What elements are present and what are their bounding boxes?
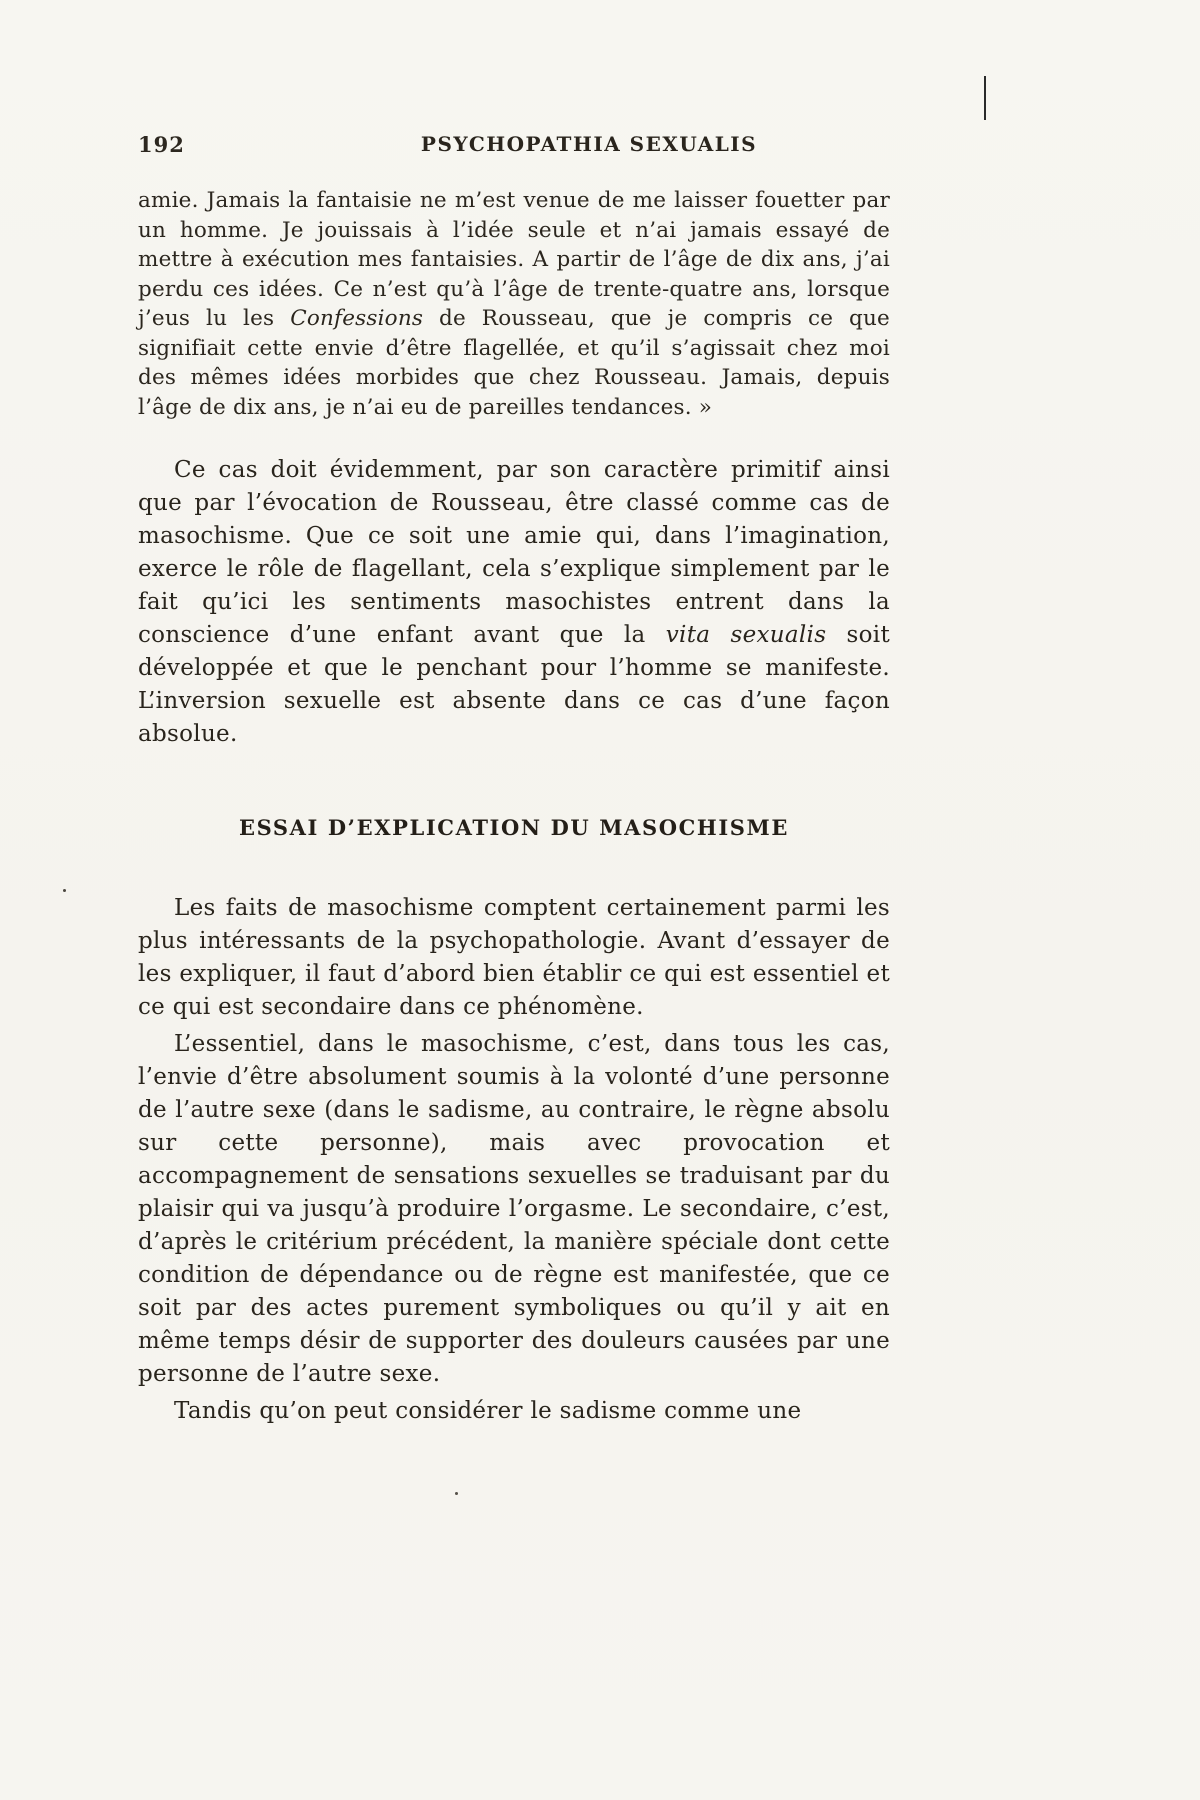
scan-artifact-dot [63, 889, 66, 892]
page-number: 192 [138, 132, 185, 157]
content-blocks [138, 186, 890, 1428]
section-heading: ESSAI D’EXPLICATION DU MASOCHISME [238, 815, 790, 840]
running-title: PSYCHOPATHIA SEXUALIS [420, 132, 758, 156]
quoted-case-text: amie. Jamais la fantaisie ne m’est venue de me laisser fouetter par un homme. Je jouissais à l’idée seule et n’ai jamais essayé de mettre à exécution mes fantaisies. A partir de l’âge de dix ans, j’ai perdu ces idées. Ce n’est qu’à l’âge de trente-quatre ans, lorsque j’eus lu les Confessions de Rousseau, que je compris ce que signifiait cette envie d’être flagellée, et qu’il s’agissait chez moi des mêmes idées morbides que chez Rousseau. Jamais, depuis l’âge de dix ans, je n’ai eu de pareilles tendances. » [138, 188, 890, 420]
scan-artifact-dot-2 [455, 1492, 458, 1495]
page-header [138, 0, 1040, 172]
paragraph-tandis: Tandis qu’on peut considérer le sadisme comme une [174, 1398, 802, 1424]
paragraph-essentiel: L’essentiel, dans le masochisme, c’est, dans tous les cas, l’envie d’être absolument soumis à la volonté d’une personne de l’autre sexe (dans le sadisme, au contraire, le règne absolu sur cette personne), mais avec provocation et accompagnement de sensations sexuelles se traduisant par du plaisir qui va jusqu’à produire l’orgasme. Le secondaire, c’est, d’après le critérium précédent, la manière spéciale dont cette condition de dépendance ou de règne est manifestée, que ce soit par des actes purement symboliques ou qu’il y ait en même temps désir de supporter des douleurs causées par une personne de l’autre sexe. [138, 1031, 890, 1387]
paragraph-classification: Ce cas doit évidemment, par son caractère primitif ainsi que par l’évocation de Rousseau, être classé comme cas de masochisme. Que ce soit une amie qui, dans l’imagination, exerce le rôle de flagellant, cela s’explique simplement par le fait qu’ici les sentiments masochistes entrent dans la conscience d’une enfant avant que la vita sexualis soit développée et que le penchant pour l’homme se manifeste. L’inversion sexuelle est absente dans ce cas d’une façon absolue. [138, 457, 890, 747]
paragraph-intro: Les faits de masochisme comptent certainement parmi les plus intéressants de la psychopathologie. Avant d’essayer de les expliquer, il faut d’abord bien établir ce qui est essentiel et ce qui est secondaire dans ce phénomène. [138, 895, 890, 1020]
